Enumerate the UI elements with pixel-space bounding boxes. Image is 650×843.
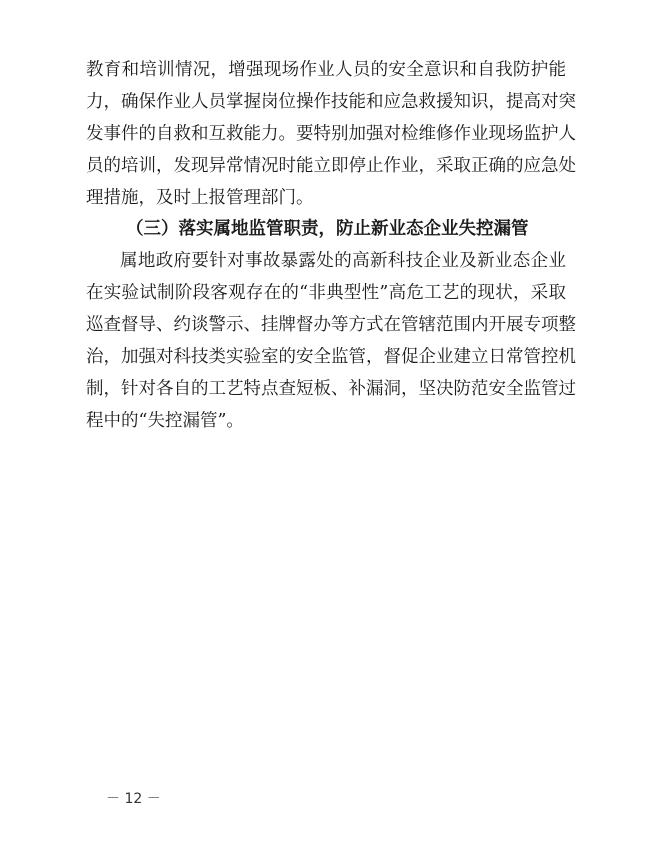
paragraph-line: 程中的“失控漏管”。	[86, 411, 244, 431]
page-number: － 12 －	[106, 791, 161, 807]
paragraph-line: 教育和培训情况，增强现场作业人员的安全意识和自我防护能	[86, 60, 566, 80]
paragraph-line: 发事件的自救和互救能力。要特别加强对检维修作业现场监护人	[86, 124, 576, 144]
paragraph-line: 理措施，及时上报管理部门。	[86, 188, 314, 208]
paragraph-line: 在实验试制阶段客观存在的“非典型性”高危工艺的现状，采取	[86, 283, 566, 303]
paragraph-line: 力，确保作业人员掌握岗位操作技能和应急救援知识，提高对突	[86, 92, 576, 112]
paragraph-line: 制，针对各自的工艺特点查短板、补漏洞，坚决防范安全监管过	[86, 379, 576, 399]
paragraph-line: 治，加强对科技类实验室的安全监管，督促企业建立日常管控机	[86, 347, 576, 367]
section-heading: （三）落实属地监管职责，防止新业态企业失控漏管	[126, 219, 529, 239]
paragraph-line: 巡查督导、约谈警示、挂牌督办等方式在管辖范围内开展专项整	[86, 315, 576, 335]
paragraph-line: 员的培训，发现异常情况时能立即停止作业，采取正确的应急处	[86, 156, 576, 176]
paragraph-line: 属地政府要针对事故暴露处的高新科技企业及新业态企业	[120, 251, 566, 271]
